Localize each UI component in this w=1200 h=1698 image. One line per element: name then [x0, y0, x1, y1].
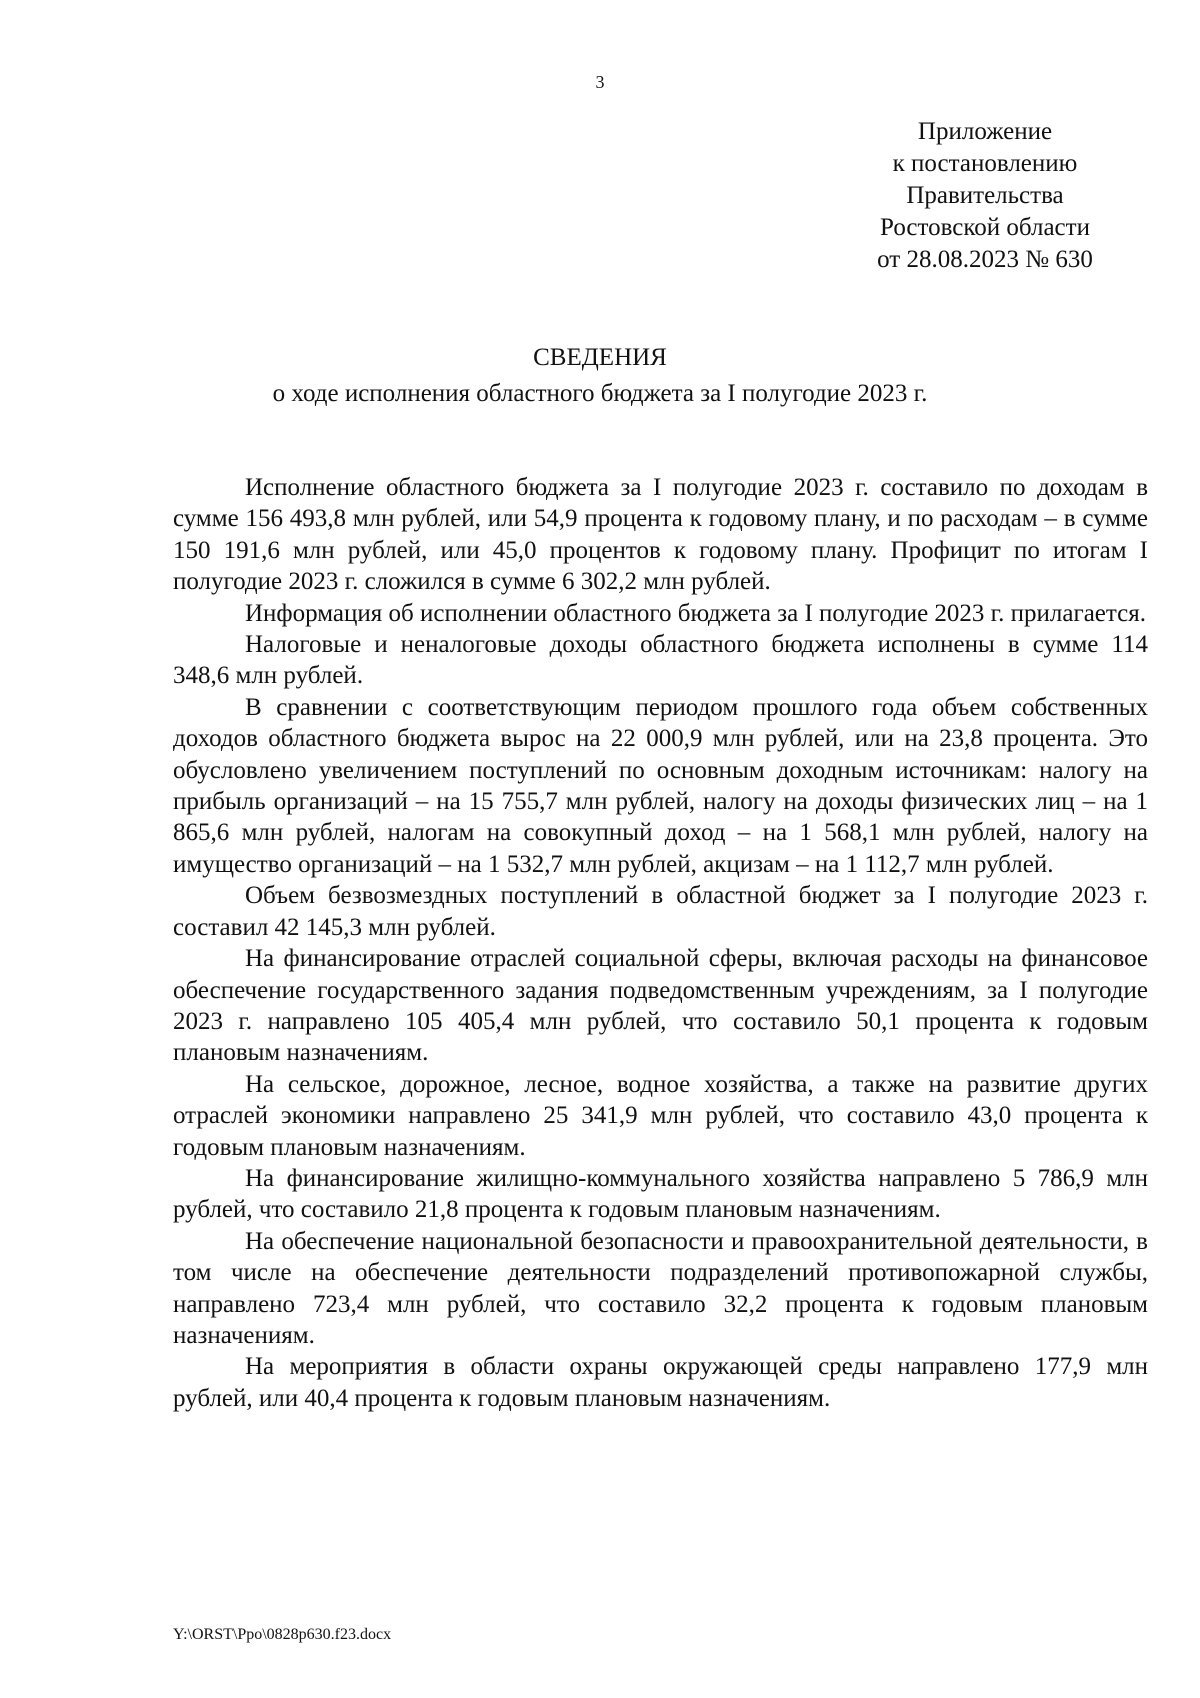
- body-paragraph: В сравнении с соответствующим периодом прошлого года объем собственных доходов областного бюджета вырос на 22 000,9 млн рублей, или на 23,8 процента. Это обусловлено увеличением поступлений по основным доходным источникам: налогу на прибыль организаций – на 15 755,7 млн рублей, налогу на доходы физических лиц – на 1 865,6 млн рублей, налогам на совокупный доход – на 1 568,1 млн рублей, налогу на имущество организаций – на 1 532,7 млн рублей, акцизам – на 1 112,7 млн рублей.: [173, 693, 1148, 878]
- body-paragraph: На финансирование отраслей социальной сферы, включая расходы на финансовое обеспечение государственного задания подведомственным учреждениям, за I полугодие 2023 г. направлено 105 405,4 млн рублей, что составило 50,1 процента к годовым плановым назначениям.: [173, 945, 1148, 1067]
- appendix-line: к постановлению: [892, 150, 1078, 177]
- body-paragraph: На обеспечение национальной безопасности и правоохранительной деятельности, в том числе на обеспечение деятельности подразделений противопожарной службы, направлено 723,4 млн рублей, что составило 32,2 процента к годовым плановым назначениям.: [173, 1227, 1148, 1349]
- body-paragraph: На финансирование жилищно-коммунального хозяйства направлено 5 786,9 млн рублей, что составило 21,8 процента к годовым плановым назначениям.: [173, 1164, 1148, 1224]
- body-paragraph: На мероприятия в области охраны окружающей среды направлено 177,9 млн рублей, или 40,4 процента к годовым плановым назначениям.: [173, 1353, 1148, 1412]
- document-subtitle: о ходе исполнения областного бюджета за I полугодие 2023 г.: [272, 380, 928, 407]
- body-paragraph: Информация об исполнении областного бюджета за I полугодие 2023 г. прилагается.: [245, 599, 1146, 627]
- document-body: [173, 472, 1148, 1414]
- body-paragraph: Налоговые и неналоговые доходы областного бюджета исполнены в сумме 114 348,6 млн рублей.: [173, 631, 1148, 690]
- footer-file-path: Y:\ORST\Ppo\0828p630.f23.docx: [173, 1626, 392, 1643]
- body-paragraph: Объем безвозмездных поступлений в областной бюджет за I полугодие 2023 г. составил 42 145,3 млн рублей.: [173, 882, 1148, 941]
- appendix-line: от 28.08.2023 № 630: [877, 246, 1093, 273]
- document-heading: СВЕДЕНИЯ: [533, 344, 667, 371]
- appendix-line: Приложение: [917, 118, 1053, 145]
- page-number: 3: [595, 72, 605, 92]
- appendix-line: Правительства: [906, 182, 1064, 209]
- appendix-line: Ростовской области: [880, 214, 1090, 241]
- body-paragraph: На сельское, дорожное, лесное, водное хозяйства, а также на развитие других отраслей экономики направлено 25 341,9 млн рублей, что составило 43,0 процента к годовым плановым назначениям.: [173, 1070, 1148, 1161]
- document-title-block: [0, 340, 1200, 412]
- appendix-block: [850, 116, 1120, 276]
- body-paragraph: Исполнение областного бюджета за I полугодие 2023 г. составило по доходам в сумме 156 493,8 млн рублей, или 54,9 процента к годовому плану, и по расходам – в сумме 150 191,6 млн рублей, или 45,0 процентов к годовому плану. Профицит по итогам I полугодие 2023 г. сложился в сумме 6 302,2 млн рублей.: [173, 474, 1148, 596]
